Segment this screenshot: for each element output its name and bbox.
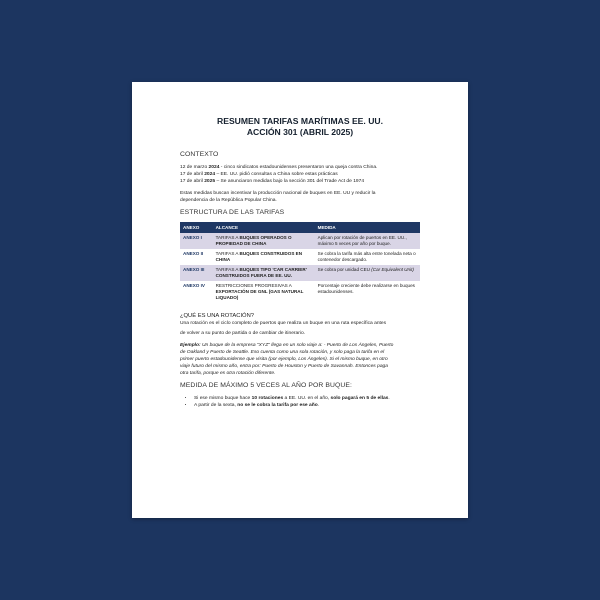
context-item: 12 de marzo 2024 - cinco sindicatos estadounidenses presentaron una queja contra China.	[180, 165, 378, 170]
context-summary-line: Estas medidas buscan incentivar la producción nacional de buques en EE. UU y reducir la	[180, 191, 376, 196]
list-item: • A partir de la sexta, no se le cobra la tarifa por ese año.	[194, 402, 420, 409]
measure-cell: Se cobra por unidad CEU (Car Equivalent Unit)	[315, 265, 420, 281]
context-item: 17 de abril 2025 – Se anunciaron medidas bajo la sección 301 del Trade Act de 1974	[180, 179, 365, 184]
rotation-definition-line: de volver a su punto de partida o de cambiar de itinerario.	[180, 331, 306, 336]
rotation-heading: ¿QUÉ ES UNA ROTACIÓN?	[180, 313, 254, 319]
structure-heading: ESTRUCTURA DE LAS TARIFAS	[180, 209, 285, 216]
title-line-1: RESUMEN TARIFAS MARÍTIMAS EE. UU.	[217, 116, 383, 126]
example-label: Ejemplo:	[180, 343, 201, 348]
annex-cell: ANEXO I	[180, 233, 213, 249]
max-measure-list	[180, 395, 420, 409]
table-header-row	[180, 222, 420, 233]
context-heading: CONTEXTO	[180, 151, 219, 158]
rotation-example: Ejemplo: Un buque de la empresa "XYZ" llega en un solo viaje a: - Puerto de Los Ángeles, Puerto de Oakland y Puerto de Seattle. Eso cuenta como una sola rotación, y solo paga la tarifa en el primer puerto estadounidense que visita (por ejemplo, Los Ángeles). Si el mismo buque, en otro viaje futuro del mismo año, entra por: Puerto de Houston y Puerto de Savannah. Entonces paga otra tarifa, porque es otra rotación diferente.	[180, 343, 394, 376]
measure-cell: Se cobra la tarifa más alta entre tonelada neta o contenedor descargado.	[315, 249, 420, 265]
list-item: • Si ese mismo buque hace 10 rotaciones a EE. UU. en el año, solo pagará en 5 de ellas.	[194, 395, 420, 402]
table-row	[180, 249, 420, 265]
scope-cell: TARIFAS A BUQUES CONSTRUIDOS EN CHINA	[213, 249, 315, 265]
measure-cell: Aplican por rotación de puertos en EE. UU., máximo 5 veces por año por buque.	[315, 233, 420, 249]
tariff-table	[180, 222, 420, 303]
annex-cell: ANEXO II	[180, 249, 213, 265]
title-line-2: ACCIÓN 301 (ABRIL 2025)	[246, 127, 354, 137]
context-item: 17 de abril 2024 – EE. UU. pidió consultas a China sobre estas prácticas	[180, 172, 338, 177]
rotation-definition-line: Una rotación es el ciclo completo de puertos que realiza un buque en una ruta específica antes	[180, 321, 387, 326]
table-row	[180, 265, 420, 281]
scope-cell: TARIFAS A BUQUES OPERADOS O PROPIEDAD DE CHINA	[213, 233, 315, 249]
document-page	[132, 82, 468, 518]
header-scope: ALCANCE	[213, 222, 315, 233]
measure-cell: Porcentaje creciente debe realizarse en buques estadounidenses.	[315, 281, 420, 303]
annex-cell: ANEXO III	[180, 265, 213, 281]
scope-cell: TARIFAS A BUQUES TIPO 'CAR CARRIER' CONSTRUIDOS FUERA DE EE. UU.	[213, 265, 315, 281]
table-row	[180, 233, 420, 249]
table-row	[180, 281, 420, 303]
context-summary-line: dependencia de la República Popular China.	[180, 198, 277, 203]
annex-cell: ANEXO IV	[180, 281, 213, 303]
max-measure-heading: MEDIDA DE MÁXIMO 5 VECES AL AÑO POR BUQUE:	[180, 382, 353, 389]
header-annex: ANEXO	[180, 222, 213, 233]
header-measure: MEDIDA	[315, 222, 420, 233]
scope-cell: RESTRICCIONES PROGRESIVAS A EXPORTACIÓN DE GNL (GAS NATURAL LIQUADO)	[213, 281, 315, 303]
document-title	[180, 116, 420, 138]
